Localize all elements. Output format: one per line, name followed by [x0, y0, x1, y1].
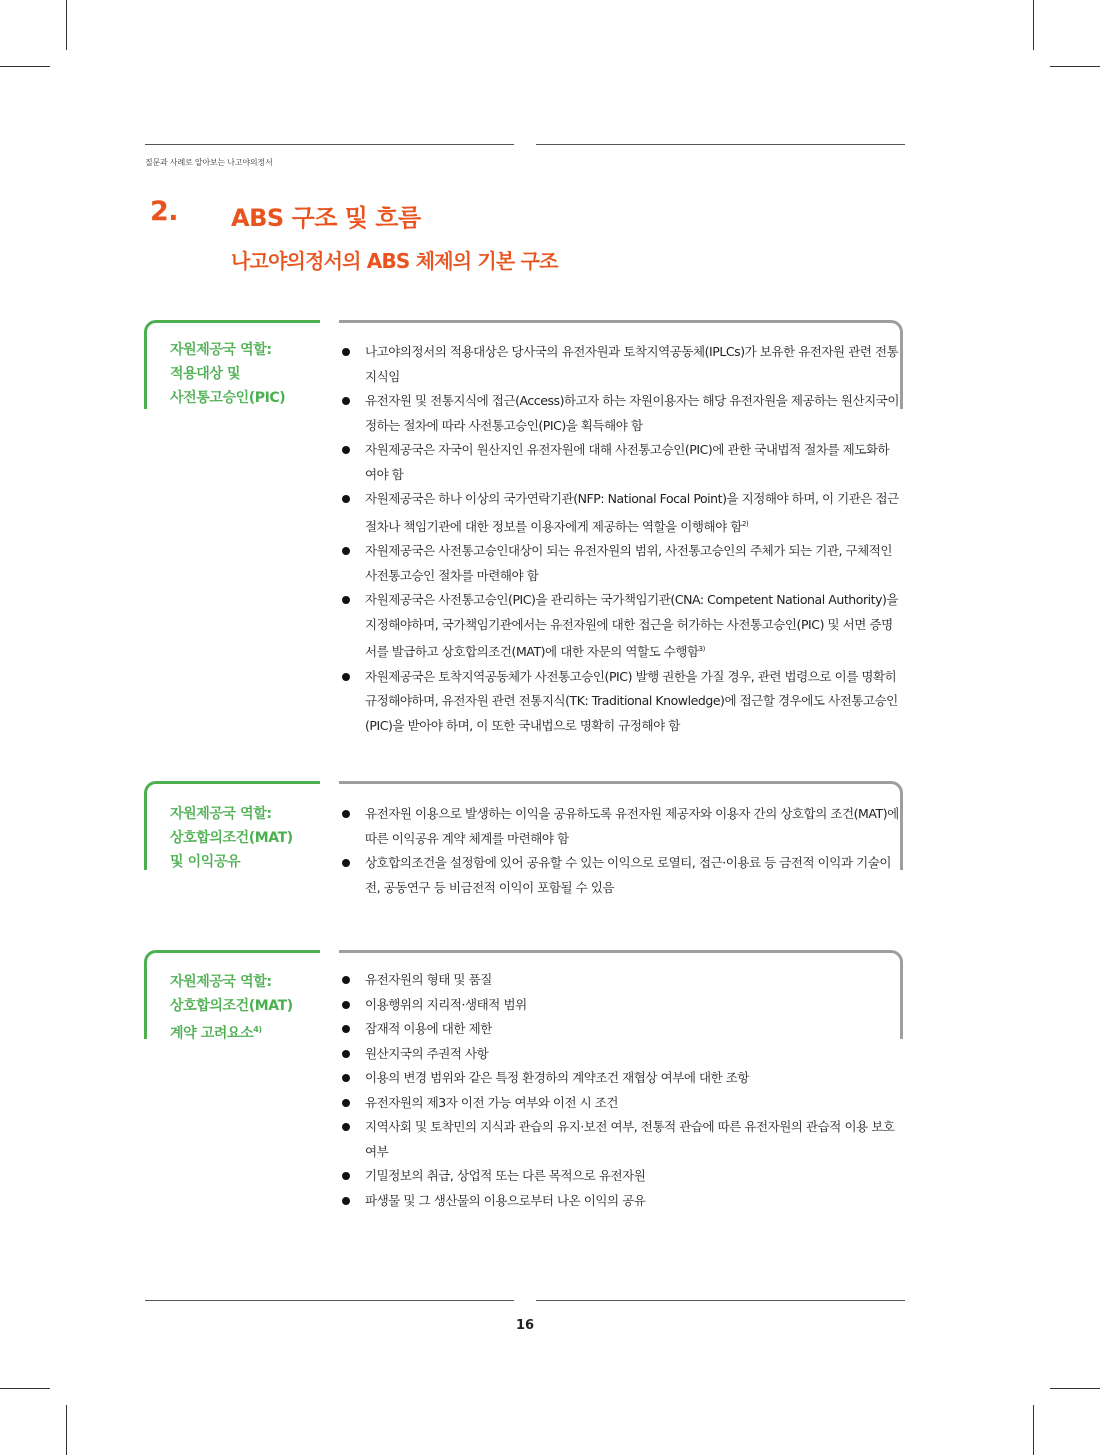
running-header: 질문과 사례로 알아보는 나고야의정서 — [145, 158, 273, 167]
crop-mark — [1033, 0, 1034, 50]
block-label-line: 상호합의조건(MAT) — [170, 830, 293, 846]
crop-mark — [0, 66, 50, 67]
bullet-list — [340, 340, 900, 738]
crop-mark — [66, 1405, 67, 1455]
list-item: 유전자원의 형태 및 품질 — [340, 968, 900, 993]
block-label-line: 및 이익공유 — [170, 854, 241, 870]
list-item: 자원제공국은 사전통고승인(PIC)을 관리하는 국가책임기관(CNA: Competent National Authority)을 지정해야하며, 국가책임기관에서는 유전자원에 대한 접근을 허가하는 사전통고승인(PIC) 및 서면 증명서를 발급하고 상호합의조건(MAT)에 대한 자문의 역할도 수행함$^{3)}$ — [340, 588, 900, 665]
crop-mark — [0, 1388, 50, 1389]
list-item: 기밀정보의 취급, 상업적 또는 다른 목적으로 유전자원 — [340, 1164, 900, 1189]
list-item: 유전자원의 제3자 이전 가능 여부와 이전 시 조건 — [340, 1091, 900, 1116]
bullet-list — [340, 968, 900, 1213]
block-label-line: 사전통고승인(PIC) — [170, 390, 286, 406]
block-label-line: 적용대상 및 — [170, 366, 241, 382]
list-item: 자원제공국은 토착지역공동체가 사전통고승인(PIC) 발행 권한을 가질 경우, 관련 법령으로 이를 명확히 규정해야하며, 유전자원 관련 전통지식(TK: Traditional Knowledge)에 접근할 경우에도 사전통고승인(PIC)을 받아야 하며, 이 또한 국내법으로 명확히 규정해야 함 — [340, 665, 900, 739]
block-label-line: 계약 고려요소$^{4)}$ — [170, 1025, 262, 1042]
block-label-line: 자원제공국 역할: — [170, 974, 272, 990]
footnote-ref: 2) — [741, 519, 749, 528]
crop-mark — [1050, 66, 1100, 67]
block-label — [170, 802, 293, 874]
section-title: ABS 구조 및 흐름 — [231, 204, 421, 232]
block-label-line: 상호합의조건(MAT) — [170, 998, 293, 1014]
footer-rule-right — [536, 1300, 905, 1301]
list-item: 유전자원 이용으로 발생하는 이익을 공유하도록 유전자원 제공자와 이용자 간의 상호합의 조건(MAT)에 따른 이익공유 계약 체계를 마련해야 함 — [340, 802, 900, 851]
footnote-ref: 3) — [698, 645, 705, 654]
block-label — [170, 338, 285, 410]
block-label-line: 자원제공국 역할: — [170, 806, 272, 822]
block-label-line: 자원제공국 역할: — [170, 342, 272, 358]
list-item: 유전자원 및 전통지식에 접근(Access)하고자 하는 자원이용자는 해당 유전자원을 제공하는 원산지국이 정하는 절차에 따라 사전통고승인(PIC)을 획득해야 함 — [340, 389, 900, 438]
list-item: 이용의 변경 범위와 같은 특정 환경하의 계약조건 재협상 여부에 대한 조항 — [340, 1066, 900, 1091]
header-rule-left — [145, 144, 514, 145]
crop-mark — [1050, 1388, 1100, 1389]
list-item: 자원제공국은 하나 이상의 국가연락기관(NFP: National Focal Point)을 지정해야 하며, 이 기관은 접근절차나 책임기관에 대한 정보를 이용자에게 제공하는 역할을 이행해야 함$^{2)}$ — [340, 487, 900, 539]
section-number: 2. — [150, 196, 179, 227]
list-item: 원산지국의 주권적 사항 — [340, 1042, 900, 1067]
list-item: 나고야의정서의 적용대상은 당사국의 유전자원과 토착지역공동체(IPLCs)가 보유한 유전자원 관련 전통지식임 — [340, 340, 900, 389]
crop-mark — [1033, 1405, 1034, 1455]
footnote-ref: 4) — [253, 1025, 262, 1034]
section-subtitle: 나고야의정서의 ABS 체제의 기본 구조 — [231, 249, 558, 273]
bullet-list — [340, 802, 900, 900]
header-rule-right — [536, 144, 905, 145]
page-number: 16 — [515, 1318, 535, 1333]
list-item: 자원제공국은 사전통고승인대상이 되는 유전자원의 범위, 사전통고승인의 주체가 되는 기관, 구체적인 사전통고승인 절차를 마련해야 함 — [340, 539, 900, 588]
footer-rule-left — [145, 1300, 514, 1301]
list-item: 지역사회 및 토착민의 지식과 관습의 유지·보전 여부, 전통적 관습에 따른 유전자원의 관습적 이용 보호 여부 — [340, 1115, 900, 1164]
list-item: 잠재적 이용에 대한 제한 — [340, 1017, 900, 1042]
list-item: 이용행위의 지리적·생태적 범위 — [340, 993, 900, 1018]
block-label — [170, 970, 293, 1046]
list-item: 자원제공국은 자국이 원산지인 유전자원에 대해 사전통고승인(PIC)에 관한 국내법적 절차를 제도화하여야 함 — [340, 438, 900, 487]
list-item: 상호합의조건을 설정함에 있어 공유할 수 있는 이익으로 로열티, 접근·이용료 등 금전적 이익과 기술이전, 공동연구 등 비금전적 이익이 포함될 수 있음 — [340, 851, 900, 900]
list-item: 파생물 및 그 생산물의 이용으로부터 나온 이익의 공유 — [340, 1189, 900, 1214]
crop-mark — [66, 0, 67, 50]
